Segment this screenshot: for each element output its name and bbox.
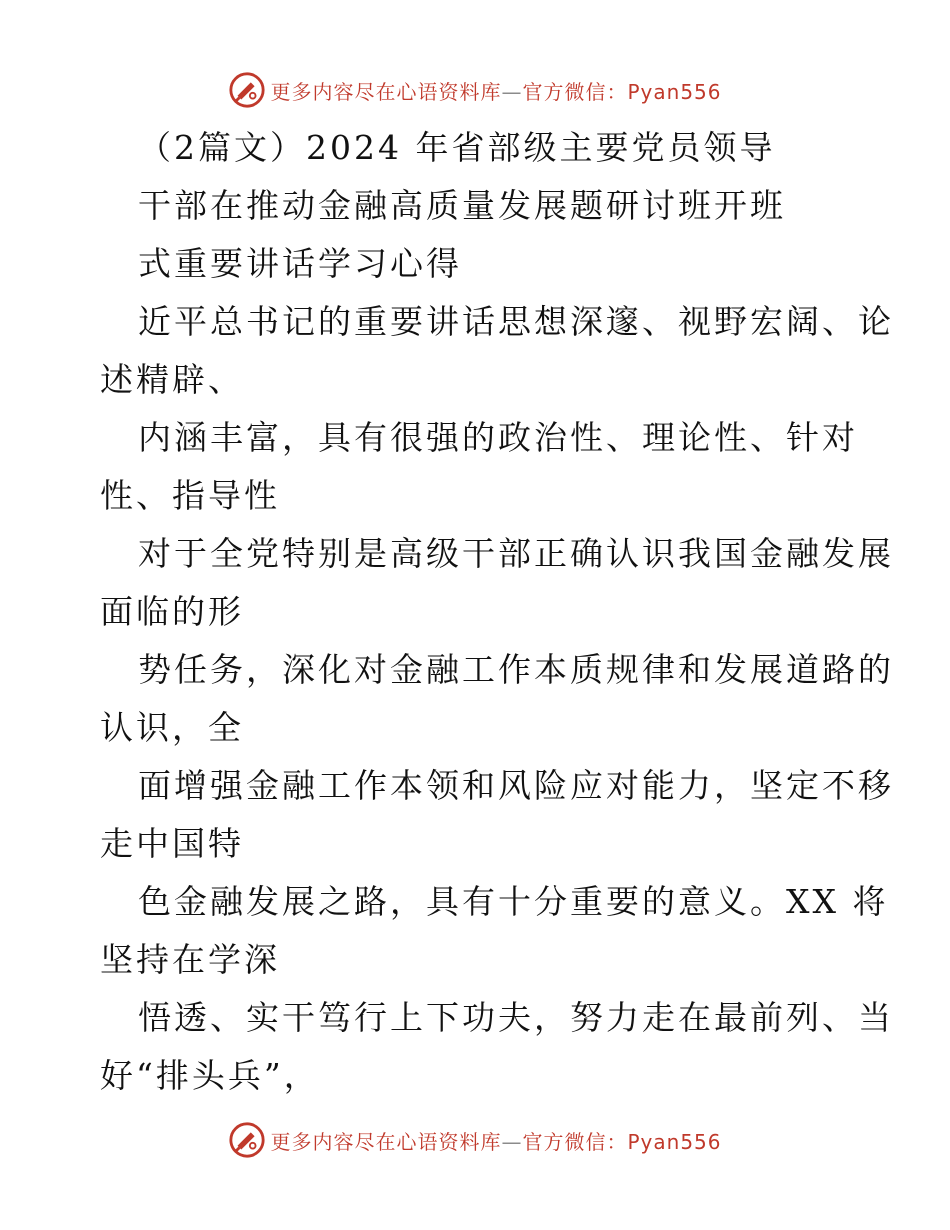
header-watermark-banner: [0, 70, 950, 110]
body-line: 面增强金融工作本领和风险应对能力，坚定不移: [138, 766, 894, 805]
body-line: 坚持在学深: [100, 940, 280, 979]
banner-site-name: 更多内容尽在心语资料库: [270, 79, 502, 104]
body-line: 面临的形: [100, 592, 244, 631]
body-line: 内涵丰富，具有很强的政治性、理论性、针对: [138, 418, 858, 457]
body-line: 性、指导性: [100, 476, 280, 515]
book-pen-logo-icon: [228, 1121, 266, 1159]
body-line: 势任务，深化对金融工作本质规律和发展道路的: [138, 650, 894, 689]
body-line: 认识，全: [100, 708, 244, 747]
doc-title-line-2: 干部在推动金融高质量发展题研讨班开班: [138, 186, 786, 225]
banner-text: [270, 1126, 721, 1155]
banner-wechat-id: Pyan556: [627, 79, 722, 104]
body-line: 色金融发展之路，具有十分重要的意义。XX 将: [138, 882, 889, 921]
footer-watermark-banner: [0, 1120, 950, 1160]
banner-text: [270, 76, 721, 105]
body-line: 近平总书记的重要讲话思想深邃、视野宏阔、论: [138, 302, 894, 341]
body-line: 述精辟、: [100, 360, 244, 399]
body-line: 对于全党特别是高级干部正确认识我国金融发展: [138, 534, 894, 573]
banner-separator: —: [501, 79, 523, 104]
banner-separator: —: [501, 1129, 523, 1154]
body-line: 悟透、实干笃行上下功夫，努力走在最前列、当: [138, 998, 894, 1037]
body-line: 走中国特: [100, 824, 244, 863]
banner-wechat-label: 官方微信：: [522, 1129, 628, 1154]
book-pen-logo-icon: [228, 71, 266, 109]
banner-wechat-label: 官方微信：: [522, 79, 628, 104]
banner-site-name: 更多内容尽在心语资料库: [270, 1129, 502, 1154]
doc-title-line-3: 式重要讲话学习心得: [138, 244, 462, 283]
banner-wechat-id: Pyan556: [627, 1129, 722, 1154]
body-line: 好“排头兵”，: [100, 1056, 320, 1095]
doc-title-line-1: （2篇文）2024 年省部级主要党员领导: [138, 128, 776, 167]
